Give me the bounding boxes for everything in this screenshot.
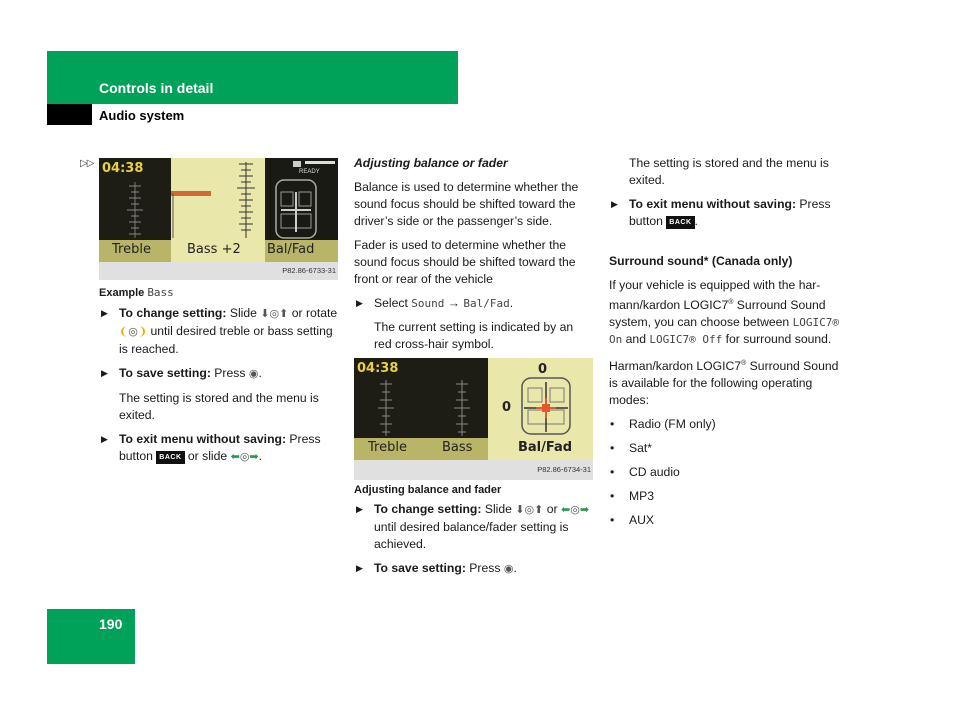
list-item: • Radio (FM only) [610, 417, 716, 432]
list-item: • CD audio [610, 465, 680, 480]
sound-left-panel [354, 358, 488, 438]
continued-marker: ▷▷ [80, 158, 94, 169]
figure1-caption: Example Bass [99, 286, 174, 299]
back-button-icon: BACK [156, 451, 184, 464]
subsection-title: Audio system [99, 108, 185, 123]
step-select-balfad: ▶ Select Sound → Bal/Fad. [356, 296, 514, 310]
surround-paragraph-2: Harman/kardon LOGIC7® Surround Sound is available for the following operating modes: [609, 359, 839, 408]
treble-panel [99, 158, 171, 240]
clock-display: 04:38 [102, 161, 144, 176]
balance-value: 0 [502, 400, 512, 415]
figure1-ref-bar [99, 262, 338, 280]
slide-vertical-icon: ⬇◎⬆ [515, 504, 544, 516]
col3-result-text: The setting is stored and the menu is exited. [629, 156, 829, 187]
figure2-ref: P82.86-6734-31 [537, 465, 591, 474]
car-seat-map-graphic [271, 178, 321, 240]
slide-vertical-icon: ⬇◎⬆ [260, 308, 289, 320]
list-item: • AUX [610, 513, 655, 528]
section-title: Controls in detail [99, 80, 214, 96]
column-2 [354, 155, 594, 360]
fig2-menu-bass: Bass [442, 440, 473, 455]
balance-paragraph: Balance is used to determine whether the sound focus should be shifted toward the driver’s side or the passenger’s side. [354, 180, 579, 228]
step-exit-menu: ▶ To exit menu without saving: Press button BACK or slide ⬅◎➡. [101, 432, 321, 463]
crosshair-text: The current setting is indicated by an red cross-hair symbol. [374, 320, 574, 351]
back-button-icon: BACK [666, 216, 694, 229]
balfad-panel [265, 158, 338, 240]
fig2-scales-graphic [374, 380, 474, 436]
menu-bass: Bass +2 [171, 240, 265, 262]
subtitle-bar [47, 104, 92, 125]
balance-fader-screen-figure [354, 358, 593, 460]
step-change-setting: ▶ To change setting: Slide ⬇◎⬆ or rotate ❨◎❩ until desired treble or bass setting is reached. [101, 306, 338, 356]
treble-scale-graphic [123, 182, 147, 238]
press-icon: ◉ [503, 563, 514, 575]
balfad-active-panel [488, 358, 593, 438]
bass-panel [171, 158, 265, 240]
menu-balfad: Bal/Fad [265, 240, 338, 262]
figure2-caption: Adjusting balance and fader [354, 484, 502, 496]
slide-horizontal-icon: ⬅◎➡ [561, 504, 590, 516]
page-number: 190 [99, 616, 123, 632]
step-save-balfad: ▶ To save setting: Press ◉. [356, 561, 517, 575]
column-3 [609, 155, 849, 536]
rotate-icon: ❨◎❩ [119, 326, 148, 338]
fader-paragraph: Fader is used to determine whether the sound focus should be shifted toward the front or rear of the vehicle [354, 238, 576, 286]
step-change-balfad: ▶ To change setting: Slide ⬇◎⬆ or ⬅◎➡ until desired balance/fader setting is achieved. [356, 502, 590, 551]
figure1-ref: P82.86-6733-31 [282, 266, 336, 275]
press-icon: ◉ [248, 368, 259, 380]
fig2-clock-display: 04:38 [357, 361, 399, 376]
surround-paragraph-1: If your vehicle is equipped with the har-mann/kardon LOGIC7® Surround Sound system, you can choose between LOGIC7® On and LOGIC7® Off for surround sound. [609, 278, 839, 347]
list-item: • MP3 [610, 489, 655, 504]
fig2-menu-treble-bass [354, 438, 488, 460]
crosshair-car-graphic [516, 376, 576, 436]
menu-treble: Treble [99, 240, 171, 262]
radio-status-icon [293, 161, 337, 169]
list-item: • Sat* [610, 441, 653, 456]
figure2-ref-bar [354, 460, 593, 480]
save-result-text: The setting is stored and the menu is exited. [119, 391, 319, 422]
bass-scale-graphic [171, 158, 265, 240]
fig2-menu-balfad: Bal/Fad [488, 438, 593, 460]
fig2-menu-treble: Treble [368, 440, 407, 455]
step-save-setting: ▶ To save setting: Press ◉. [101, 366, 262, 380]
fader-value: 0 [538, 362, 548, 377]
step-exit-balfad: ▶ To exit menu without saving: Press button BACK . [611, 197, 831, 228]
ready-label: READY [299, 169, 320, 175]
bass-screen-figure [99, 158, 338, 262]
column-1 [99, 305, 341, 473]
surround-heading: Surround sound* (Canada only) [609, 254, 793, 268]
slide-horizontal-icon: ⬅◎➡ [230, 451, 259, 463]
balance-fader-heading: Adjusting balance or fader [354, 156, 508, 170]
column-2-steps [354, 501, 594, 585]
header-band [47, 51, 458, 104]
